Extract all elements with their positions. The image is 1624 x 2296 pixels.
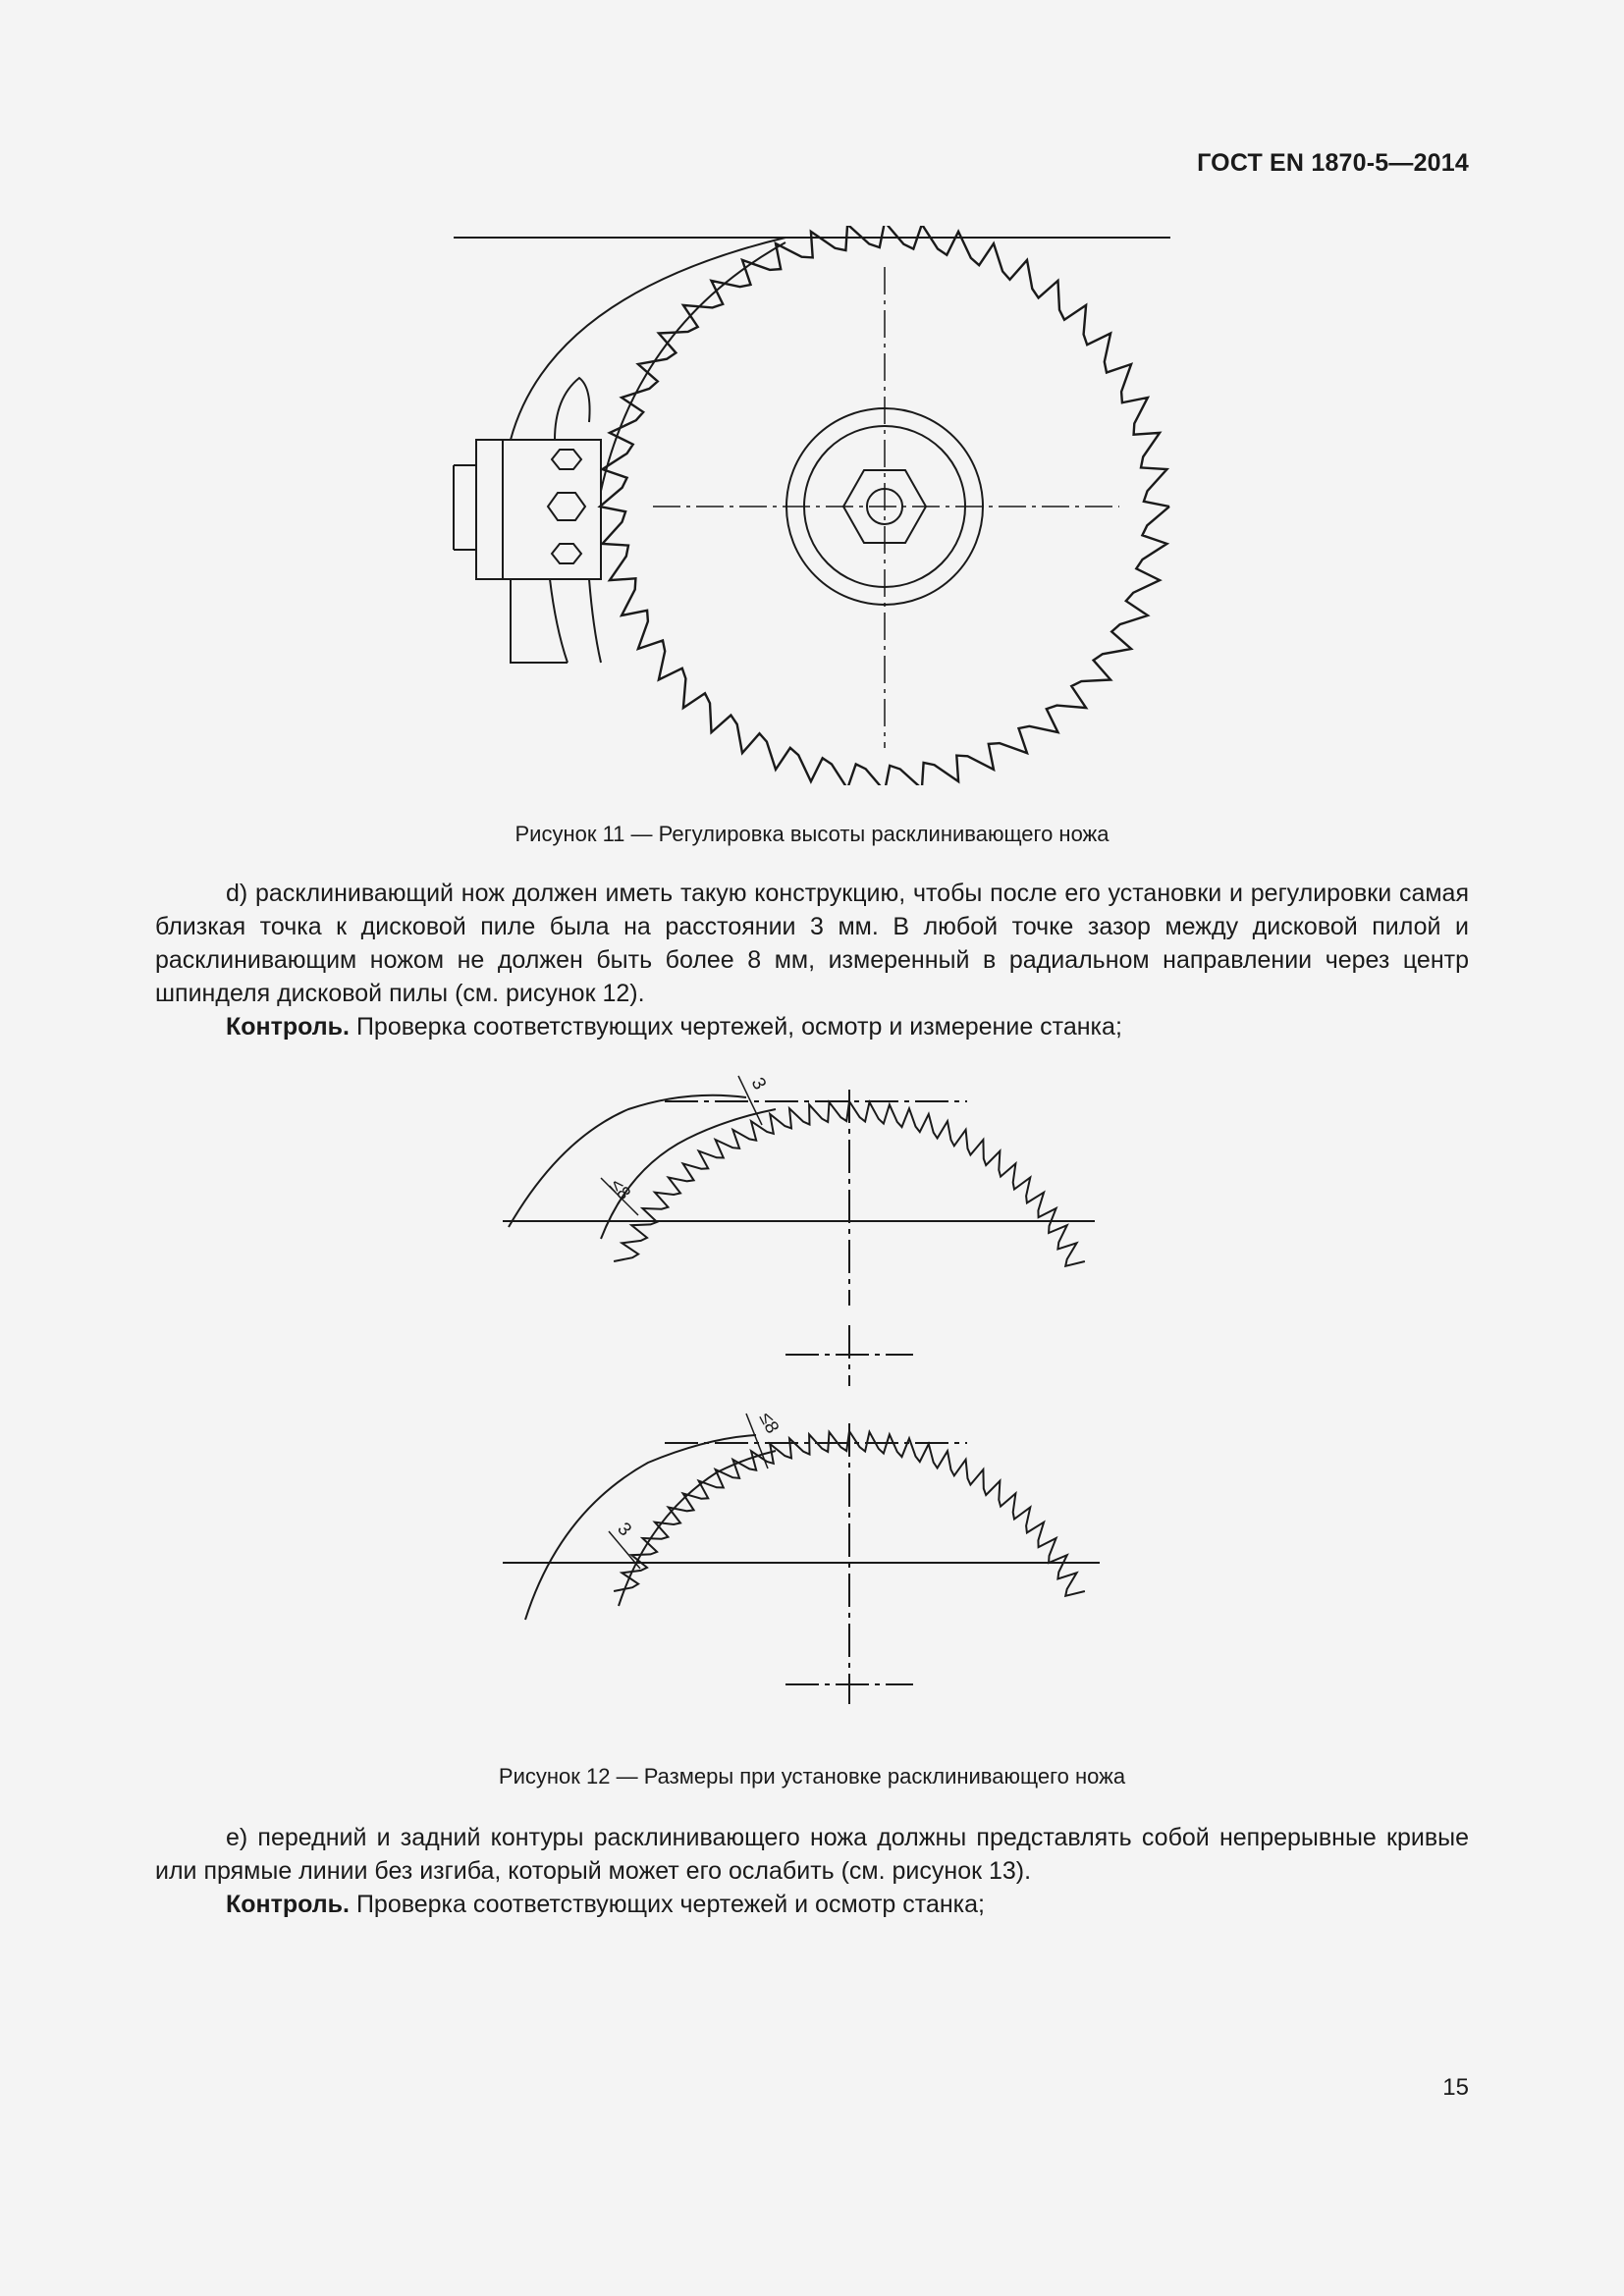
top-dim-le8: ≤8: [605, 1175, 634, 1204]
document-code: ГОСТ EN 1870-5—2014: [1197, 149, 1469, 177]
control-label: Контроль.: [226, 1013, 350, 1041]
control-label: Контроль.: [226, 1891, 350, 1918]
section-d-control: [155, 1010, 1469, 1043]
figure-12-clearance-drawing: [0, 1065, 1624, 1713]
section-d: [155, 877, 1469, 1043]
page-number: 15: [1442, 2074, 1469, 2101]
figure-12-caption: Рисунок 12 — Размеры при установке расклинивающего ножа: [498, 1764, 1126, 1789]
bottom-dim-3: 3: [613, 1519, 635, 1541]
bottom-dim-le8: ≤8: [754, 1409, 783, 1437]
section-e-control: [155, 1888, 1469, 1921]
section-d-text: d) расклинивающий нож должен иметь такую конструкцию, чтобы после его установки и регулировки самая близкая точка к дисковой пиле была на расстоянии 3 мм. В любой точке зазор между дисковой пилой и расклинивающим ножом не должен быть более 8 мм, измеренный в радиальном направлении через центр шпинделя дисковой пилы (см. рисунок 12).: [155, 880, 1469, 1007]
section-e: [155, 1821, 1469, 1921]
top-dim-3: 3: [746, 1074, 771, 1094]
figure-11-caption: Рисунок 11 — Регулировка высоты расклинивающего ножа: [514, 822, 1110, 846]
control-text: Проверка соответствующих чертежей, осмотр и измерение станка;: [350, 1013, 1122, 1041]
section-e-text: e) передний и задний контуры расклинивающего ножа должны представлять собой непрерывные кривые или прямые линии без изгиба, который может его ослабить (см. рисунок 13).: [155, 1824, 1469, 1885]
control-text: Проверка соответствующих чертежей и осмотр станка;: [350, 1891, 985, 1918]
figure-11-saw-blade-drawing: [0, 226, 1624, 785]
